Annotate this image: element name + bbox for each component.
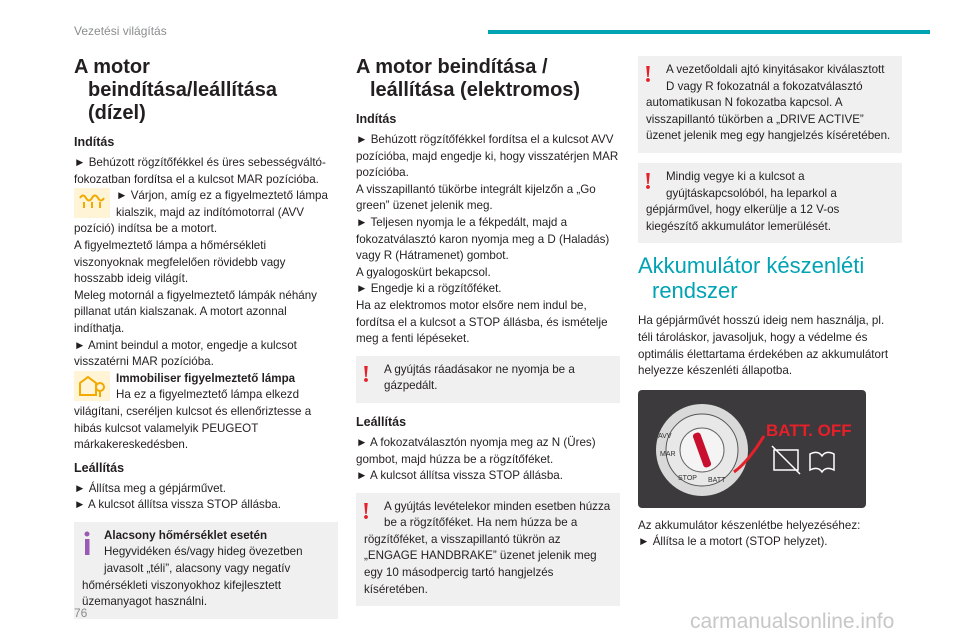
- running-header: Vezetési világítás: [74, 24, 167, 38]
- warning-box-accelerator: [356, 356, 620, 403]
- paragraph: Meleg motornál a figyelmeztető lámpák néhány pillanat után kialszanak. A motort azonnal indíthatja.: [74, 288, 317, 335]
- paragraph: ► Amint beindul a motor, engedje a kulcsot visszatérni MAR pozícióba.: [74, 338, 297, 369]
- paragraph: ► Várjon, amíg ez a figyelmeztető lámpa kialszik, majd az indítómotorral (AVV: [116, 189, 328, 219]
- warning-exclamation-icon: !: [644, 168, 652, 195]
- header-accent-bar: [488, 30, 930, 34]
- stop-heading: Leállítás: [74, 460, 125, 475]
- column-electric: [356, 56, 620, 616]
- paragraph: Az akkumulátor készenlétbe helyezéséhez:: [638, 518, 861, 532]
- immobiliser-warning-icon: [74, 371, 110, 401]
- column-battery: [638, 56, 902, 551]
- paragraph: ► Állítsa meg a gépjárművet.: [74, 481, 226, 495]
- warning-exclamation-icon: !: [644, 62, 652, 88]
- stop-heading: Leállítás: [356, 414, 407, 429]
- paragraph: A figyelmeztető lámpa a hőmérsékleti viszonyoknak megfelelően rövidebb vagy hosszabb ideig világít.: [74, 238, 286, 286]
- paragraph: pozíció) indítsa be a motort.: [74, 222, 218, 236]
- paragraph: világítani, cseréljen kulcsot és ellenőriztesse a hibás kulcsot valamelyik PEUGEOT márkakereskedésben.: [74, 404, 312, 452]
- paragraph: Ha az elektromos motor elsőre nem indul be, fordítsa el a kulcsot a STOP állásba, és ismételje meg a fenti lépéseket.: [356, 298, 608, 346]
- warning-text: A gyújtás levételekor minden esetben húzza be a rögzítőféket. Ha nem húzza be a rögzítőféket, a visszapillantó tükrön az „ENGAGE HANDBRAKE” üzenet jelenik meg egy 10 másodpercig tartó hangjelzés kíséretében.: [364, 499, 611, 596]
- paragraph: ► A kulcsot állítsa vissza STOP állásba.: [356, 469, 563, 483]
- start-heading: Indítás: [356, 112, 397, 126]
- info-title: Alacsony hőmérséklet esetén: [104, 528, 268, 542]
- dial-label-stop: STOP: [678, 474, 697, 482]
- section-title-battery: Akkumulátor készenléti rendszer: [638, 253, 865, 304]
- warning-text: Mindig vegye ki a kulcsot a gyújtáskapcsolóból, ha leparkol a gépjárművel, hogy elkerülje a 12 V-os kiegészítő akkumulátor lemerülését.: [646, 169, 840, 233]
- paragraph: ► Teljesen nyomja le a fékpedált, majd a fokozatválasztó karon nyomja meg a D (Haladás) vagy R (Hátramenet) gombot.: [356, 215, 610, 263]
- info-icon: [82, 530, 104, 562]
- warning-box-drive-active: [638, 56, 902, 153]
- battery-switch-illustration: [638, 390, 866, 508]
- info-box-low-temperature: [74, 522, 338, 619]
- dial-label-mar: MAR: [660, 450, 676, 458]
- section-title-electric: A motor beindítása / leállítása (elektromos): [356, 56, 581, 101]
- paragraph: A visszapillantó tükörbe integrált kijelzőn a „Go green” üzenet jelenik meg.: [356, 182, 596, 213]
- paragraph: ► Behúzott rögzítőfékkel és üres sebességváltó-fokozatban fordítsa el a kulcsot MAR pozícióba.: [74, 156, 326, 186]
- section-title-diesel: A motor beindítása/leállítása (dízel): [74, 56, 277, 124]
- paragraph: ► Engedje ki a rögzítőféket.: [356, 282, 502, 296]
- immobiliser-title: Immobiliser figyelmeztető lámpa: [116, 371, 296, 385]
- start-heading: Indítás: [74, 135, 115, 149]
- warning-exclamation-icon: !: [362, 361, 370, 388]
- batt-off-label: BATT. OFF: [766, 420, 852, 440]
- paragraph: ► Behúzott rögzítőfékkel fordítsa el a kulcsot AVV pozícióba, majd engedje ki, hogy visszatérjen MAR pozícióba.: [356, 133, 619, 180]
- warning-exclamation-icon: !: [362, 498, 370, 525]
- paragraph: ► A fokozatválasztón nyomja meg az N (Üres) gombot, majd húzza be a rögzítőféket.: [356, 435, 596, 466]
- dial-label-batt: BATT: [708, 476, 726, 484]
- page-number: 76: [74, 606, 88, 620]
- paragraph: Ha gépjárművét hosszú ideig nem használja, pl. téli tároláskor, javasoljuk, hogy a védelme és optimális élettartama érdekében az akkumulátort helyezze készenléti állapotba.: [638, 314, 889, 378]
- warning-box-handbrake: [356, 493, 620, 607]
- glow-plug-warning-icon: [74, 188, 110, 218]
- warning-box-key-removal: [638, 163, 902, 243]
- column-diesel: [74, 56, 338, 629]
- paragraph: ► Állítsa le a motort (STOP helyzet).: [638, 535, 828, 549]
- watermark: carmanualsonline.info: [690, 610, 895, 633]
- warning-text: A vezetőoldali ajtó kinyitásakor kiválasztott D vagy R fokozatnál a fokozatválasztó automatikusan N fokozatba kapcsol. A visszapillantó tükörben a „DRIVE ACTIVE” üzenet jelenik meg egy hangjelzés kíséretében.: [646, 63, 891, 143]
- warning-text: A gyújtás ráadásakor ne nyomja be a gázpedált.: [384, 362, 575, 393]
- dial-label-avv: AVV: [658, 432, 672, 440]
- paragraph: ► A kulcsot állítsa vissza STOP állásba.: [74, 498, 281, 512]
- info-text: Hegyvidéken és/vagy hideg övezetben javasolt „téli”, alacsony vagy negatív hőmérsékleti viszonyokhoz kifejlesztett üzemanyagot használni.: [82, 545, 303, 609]
- paragraph: Ha ez a figyelmeztető lámpa elkezd: [116, 388, 300, 402]
- paragraph: A gyalogoskürt bekapcsol.: [356, 265, 491, 279]
